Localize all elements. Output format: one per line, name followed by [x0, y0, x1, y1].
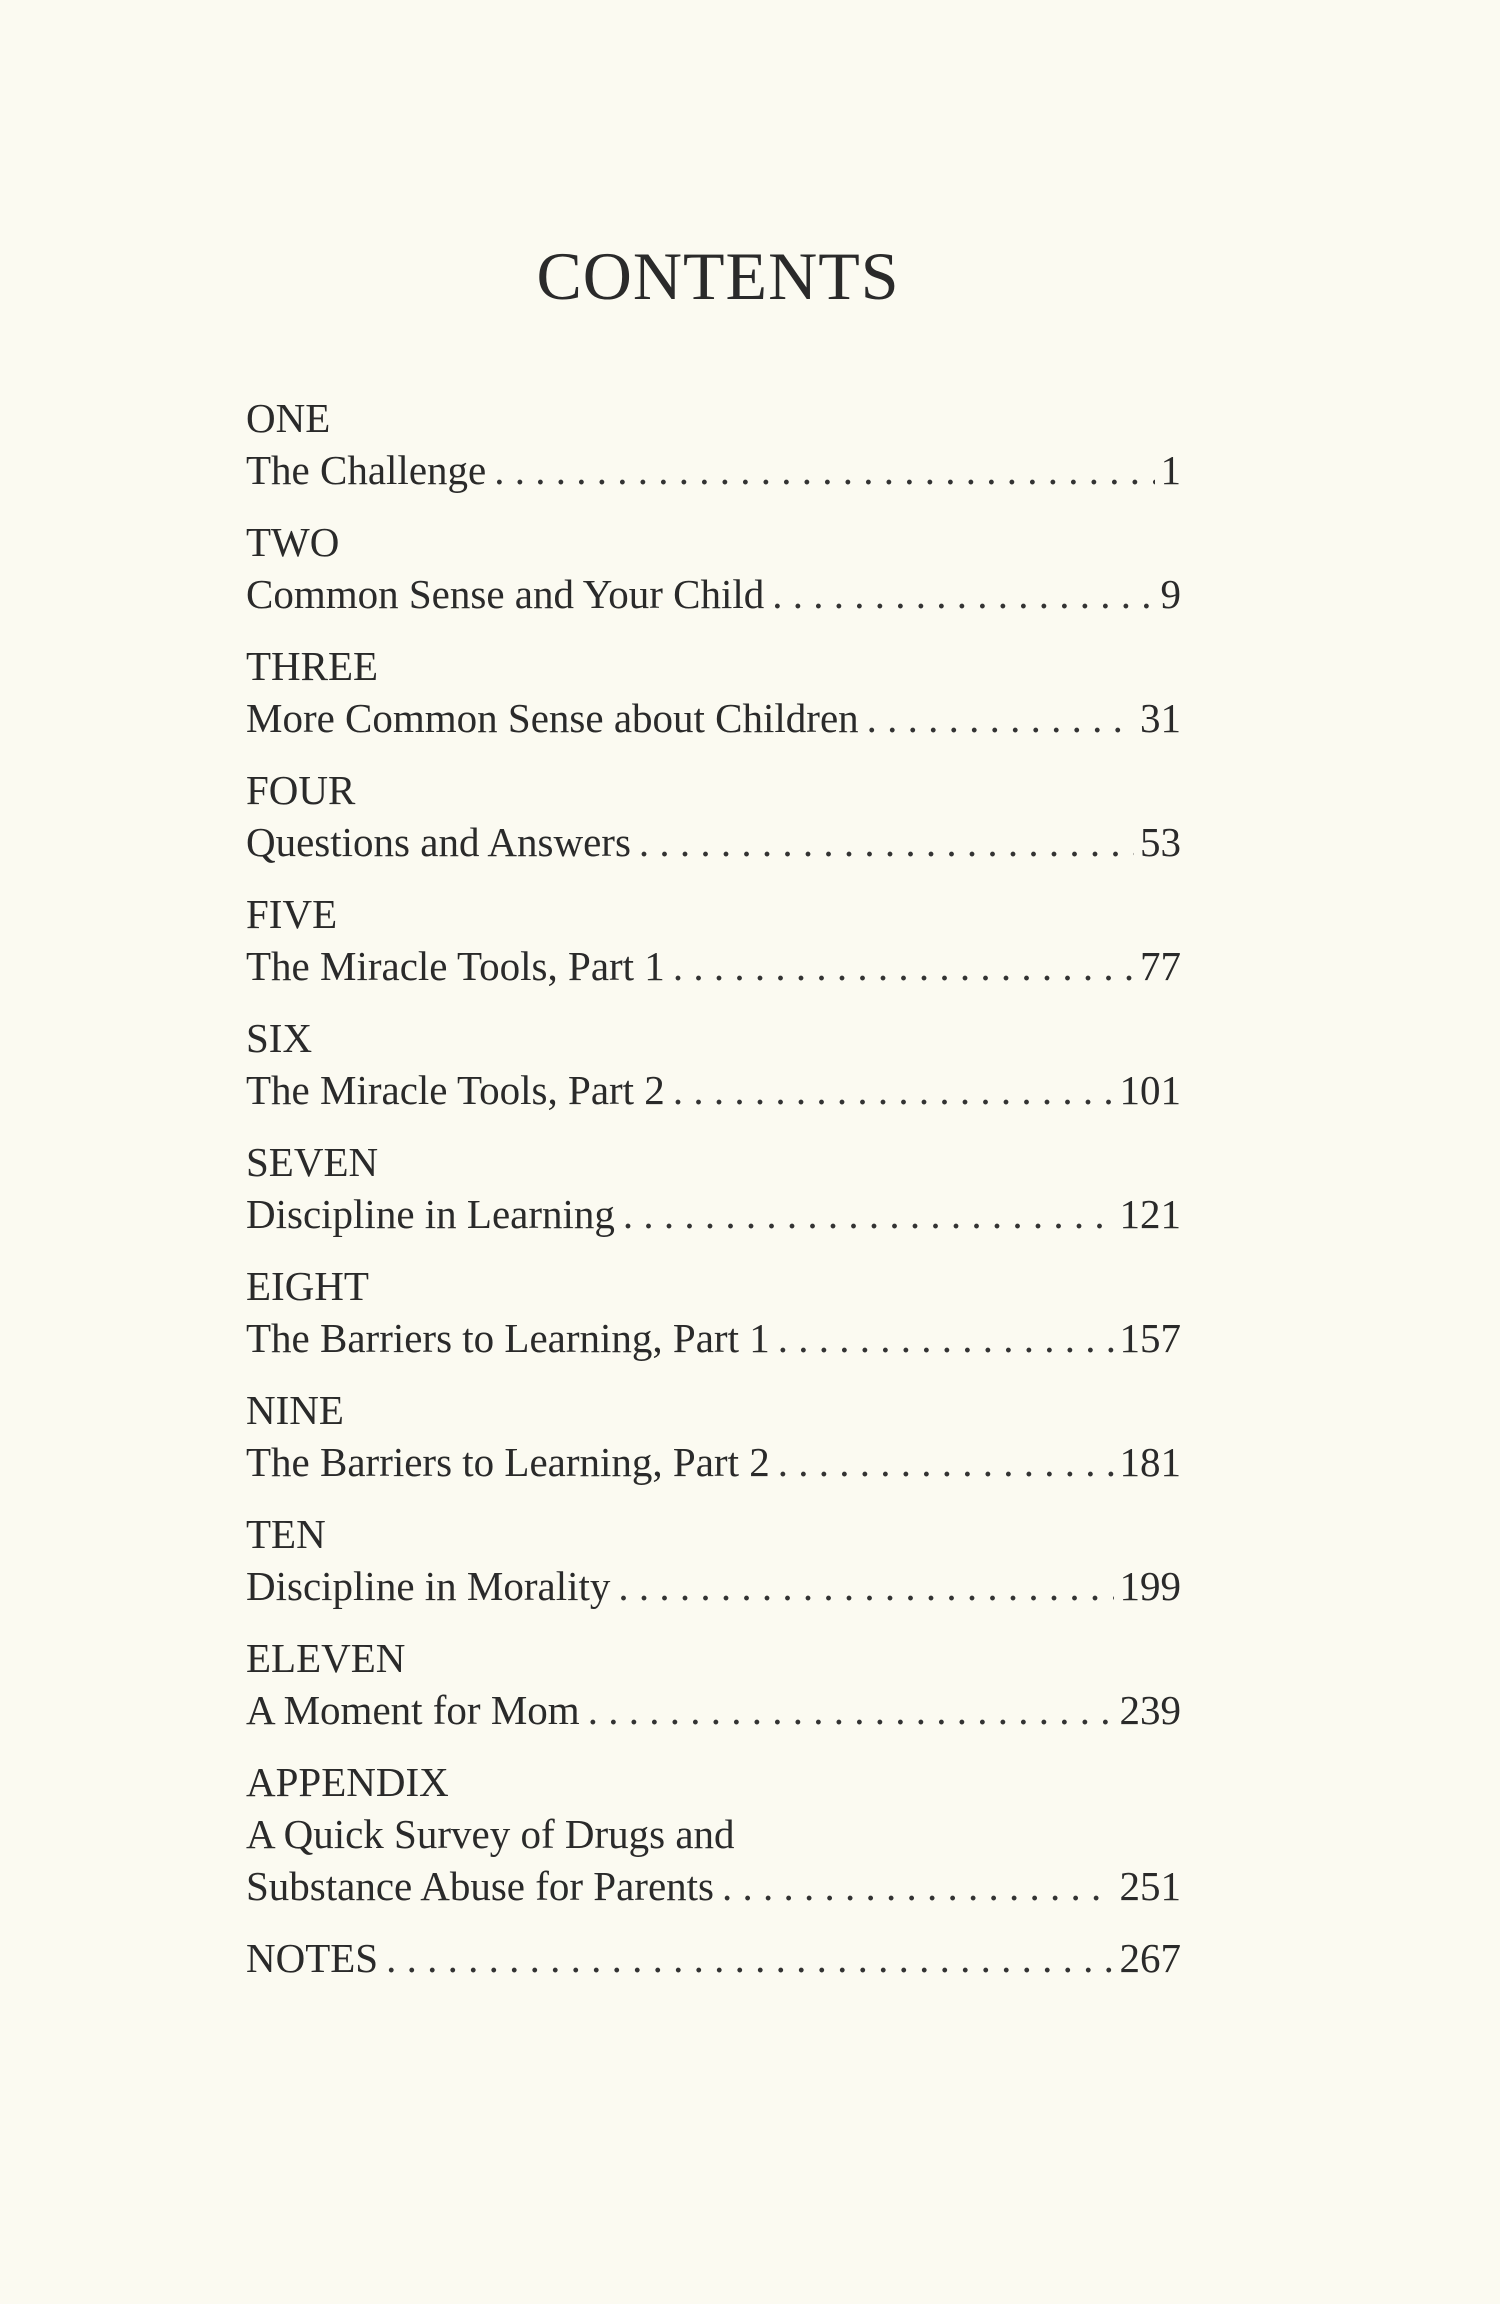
appendix-line	[246, 1860, 1181, 1912]
chapter-label: EIGHT	[246, 1263, 369, 1309]
chapter-line	[246, 444, 1181, 496]
dot-leader	[588, 1684, 1114, 1736]
chapter-line	[246, 1312, 1181, 1364]
chapter-line	[246, 692, 1181, 744]
chapter-line	[246, 1684, 1181, 1736]
chapter-line	[246, 568, 1181, 620]
dot-leader	[618, 1560, 1113, 1612]
chapter-line	[246, 1436, 1181, 1488]
dot-leader	[778, 1312, 1114, 1364]
chapter-label: THREE	[246, 643, 379, 689]
dot-leader	[772, 568, 1154, 620]
page-number: 199	[1119, 1563, 1181, 1609]
chapter-title: More Common Sense about Children	[246, 695, 859, 741]
chapter-title: The Challenge	[246, 447, 487, 493]
table-of-contents	[246, 392, 1181, 2004]
toc-entry-eight	[246, 1260, 1181, 1364]
chapter-line	[246, 940, 1181, 992]
page-number: 53	[1140, 819, 1181, 865]
dot-leader	[623, 1188, 1114, 1240]
chapter-title: Discipline in Morality	[246, 1563, 611, 1609]
toc-entry-seven	[246, 1136, 1181, 1240]
chapter-title: Discipline in Learning	[246, 1191, 615, 1237]
page-number: 9	[1160, 571, 1181, 617]
chapter-line	[246, 816, 1181, 868]
chapter-title: The Barriers to Learning, Part 1	[246, 1315, 770, 1361]
chapter-title: Questions and Answers	[246, 819, 631, 865]
chapter-title: The Miracle Tools, Part 2	[246, 1067, 665, 1113]
chapter-title: The Barriers to Learning, Part 2	[246, 1439, 770, 1485]
chapter-label: ONE	[246, 395, 331, 441]
page-number: 77	[1140, 943, 1181, 989]
toc-entry-notes	[246, 1932, 1181, 1984]
toc-entry-five	[246, 888, 1181, 992]
chapter-label: ELEVEN	[246, 1635, 406, 1681]
toc-entry-one	[246, 392, 1181, 496]
page-number: 31	[1140, 695, 1181, 741]
dot-leader	[722, 1860, 1114, 1912]
page-title: CONTENTS	[536, 238, 900, 314]
page-number: 121	[1119, 1191, 1181, 1237]
toc-entry-eleven	[246, 1632, 1181, 1736]
notes-line	[246, 1932, 1181, 1984]
dot-leader	[494, 444, 1154, 496]
notes-title: NOTES	[246, 1935, 379, 1981]
chapter-label: FIVE	[246, 891, 338, 937]
chapter-label: NINE	[246, 1387, 344, 1433]
page-number: 267	[1119, 1935, 1181, 1981]
appendix-title-line-2: Substance Abuse for Parents	[246, 1863, 714, 1909]
dot-leader	[673, 940, 1134, 992]
page-number: 157	[1119, 1315, 1181, 1361]
page-number: 181	[1119, 1439, 1181, 1485]
chapter-line	[246, 1064, 1181, 1116]
dot-leader	[867, 692, 1134, 744]
page-number: 251	[1119, 1863, 1181, 1909]
page-number: 101	[1119, 1067, 1181, 1113]
page-number: 239	[1119, 1687, 1181, 1733]
toc-entry-four	[246, 764, 1181, 868]
chapter-label: TEN	[246, 1511, 326, 1557]
toc-entry-two	[246, 516, 1181, 620]
page-number: 1	[1160, 447, 1181, 493]
toc-entry-appendix	[246, 1756, 1181, 1912]
toc-entry-three	[246, 640, 1181, 744]
dot-leader	[639, 816, 1134, 868]
dot-leader	[673, 1064, 1114, 1116]
chapter-label: SIX	[246, 1015, 313, 1061]
dot-leader	[386, 1932, 1113, 1984]
chapter-line	[246, 1188, 1181, 1240]
toc-entry-six	[246, 1012, 1181, 1116]
chapter-title: Common Sense and Your Child	[246, 571, 765, 617]
toc-entry-nine	[246, 1384, 1181, 1488]
appendix-label: APPENDIX	[246, 1759, 449, 1805]
chapter-label: FOUR	[246, 767, 356, 813]
chapter-title: The Miracle Tools, Part 1	[246, 943, 665, 989]
chapter-label: SEVEN	[246, 1139, 379, 1185]
toc-entry-ten	[246, 1508, 1181, 1612]
dot-leader	[778, 1436, 1114, 1488]
chapter-line	[246, 1560, 1181, 1612]
chapter-label: TWO	[246, 519, 340, 565]
chapter-title: A Moment for Mom	[246, 1687, 580, 1733]
appendix-title-line-1: A Quick Survey of Drugs and	[246, 1811, 735, 1857]
